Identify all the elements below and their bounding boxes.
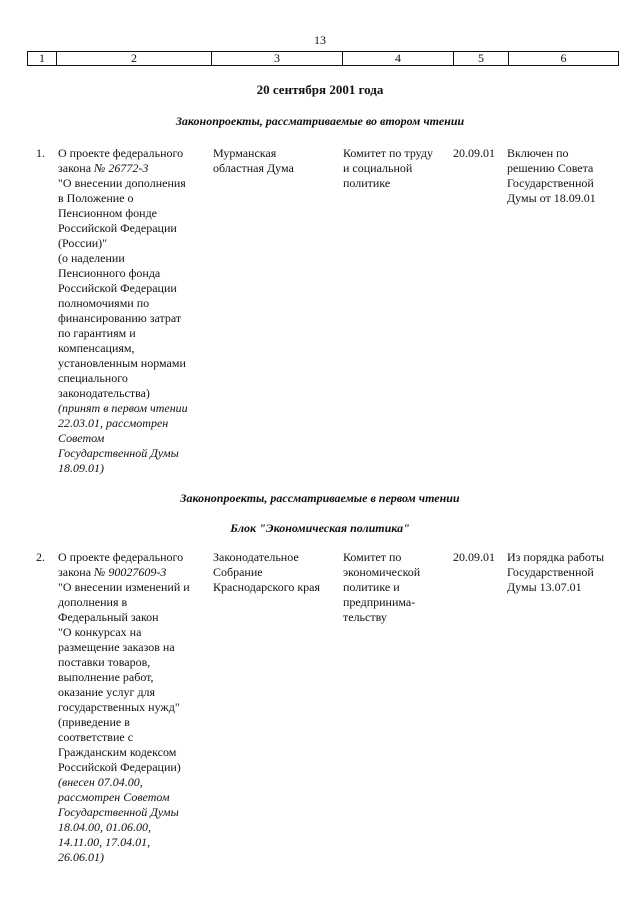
bill-body-line: соответствие с [58, 730, 134, 744]
committee-cell [343, 146, 451, 191]
bill-note-line: рассмотрен Советом [58, 790, 170, 804]
bill-note-line: Советом [58, 431, 105, 445]
column-number-2: 2 [57, 52, 212, 66]
committee-line: Комитет по труду [343, 146, 434, 160]
committee-line: политике и [343, 580, 400, 594]
bill-body-line: Пенсионного фонда [58, 266, 161, 280]
law-number: № 90027609-3 [94, 565, 167, 579]
committee-line: предпринима- [343, 595, 416, 609]
bill-body-line: законодательства) [58, 386, 150, 400]
entry-number: 2. [36, 550, 45, 564]
column-number-3: 3 [212, 52, 343, 66]
bill-body-line: дополнения в [58, 595, 128, 609]
initiator-line: Мурманская [213, 146, 277, 160]
status-cell [507, 550, 619, 595]
entry-number: 1. [36, 146, 45, 160]
bill-title-cell [58, 550, 208, 865]
bill-title-line [58, 161, 208, 176]
initiator-cell [213, 550, 341, 595]
bill-body-line: выполнение работ, [58, 670, 154, 684]
bill-body-line: поставки товаров, [58, 655, 151, 669]
committee-line: Комитет по [343, 550, 402, 564]
status-line: Из порядка работы [507, 550, 605, 564]
committee-line: политике [343, 176, 391, 190]
column-number-4: 4 [343, 52, 454, 66]
bill-body-line: "О внесении изменений и [58, 580, 190, 594]
initiator-line: областная Дума [213, 161, 294, 175]
bill-note-line: 14.11.00, 17.04.01, [58, 835, 151, 849]
bill-note-line: 22.03.01, рассмотрен [58, 416, 169, 430]
bill-body-line: "О конкурсах на [58, 625, 142, 639]
bill-title-text: закона [58, 565, 95, 579]
bill-body-line: полномочиями по [58, 296, 150, 310]
bill-title-cell [58, 146, 208, 476]
committee-line: тельству [343, 610, 387, 624]
bill-title-line [58, 565, 208, 580]
status-line: Включен по [507, 146, 569, 160]
bill-note-line: Государственной Думы [58, 446, 179, 460]
column-number-1: 1 [28, 52, 57, 66]
column-number-5: 5 [454, 52, 509, 66]
bill-body-line: Российской Федерации [58, 281, 177, 295]
status-line: Государственной [507, 176, 594, 190]
bill-body-line: (России)" [58, 236, 108, 250]
bill-body-line: "О внесении дополнения [58, 176, 186, 190]
committee-line: и социальной [343, 161, 413, 175]
section-heading-second-reading: Законопроекты, рассматриваемые во втором чтении [175, 114, 465, 128]
bill-body-line: компенсациям, [58, 341, 135, 355]
page-number: 13 [314, 33, 326, 47]
committee-line: экономической [343, 565, 421, 579]
bill-body-line: размещение заказов на [58, 640, 175, 654]
bill-body-line: Российской Федерации) [58, 760, 181, 774]
bill-note-line: 18.04.00, 01.06.00, [58, 820, 151, 834]
bill-title-line: О проекте федерального [58, 550, 184, 564]
initiator-line: Краснодарского края [213, 580, 321, 594]
status-line: Думы 13.07.01 [507, 580, 582, 594]
bill-note-line: (внесен 07.04.00, [58, 775, 143, 789]
column-number-row [27, 51, 619, 66]
bill-title-line: О проекте федерального [58, 146, 184, 160]
bill-body-line: финансированию затрат [58, 311, 182, 325]
bill-body-line: установленным нормами [58, 356, 186, 370]
bill-note-line: 26.06.01) [58, 850, 104, 864]
bill-title-text: закона [58, 161, 95, 175]
bill-body-line: (о наделении [58, 251, 125, 265]
initiator-cell [213, 146, 341, 176]
initiator-line: Законодательное [213, 550, 299, 564]
block-heading: Блок "Экономическая политика" [230, 521, 410, 535]
status-line: решению Совета [507, 161, 594, 175]
bill-body-line: Российской Федерации [58, 221, 177, 235]
law-number: № 26772-3 [94, 161, 149, 175]
date-cell: 20.09.01 [453, 550, 495, 564]
bill-note-line: (принят в первом чтении [58, 401, 188, 415]
bill-body-line: Пенсионном фонде [58, 206, 157, 220]
bill-body-line: в Положение о [58, 191, 134, 205]
bill-body-line: государственных нужд" [58, 700, 180, 714]
bill-body-line: Федеральный закон [58, 610, 159, 624]
date-heading: 20 сентября 2001 года [256, 82, 384, 97]
status-cell [507, 146, 619, 206]
status-line: Думы от 18.09.01 [507, 191, 596, 205]
bill-body-line: специального [58, 371, 128, 385]
column-number-6: 6 [509, 52, 619, 66]
bill-body-line: оказание услуг для [58, 685, 156, 699]
date-cell: 20.09.01 [453, 146, 495, 160]
bill-note-line: 18.09.01) [58, 461, 104, 475]
initiator-line: Собрание [213, 565, 263, 579]
bill-body-line: по гарантиям и [58, 326, 136, 340]
status-line: Государственной [507, 565, 594, 579]
section-heading-first-reading: Законопроекты, рассматриваемые в первом чтении [180, 491, 460, 505]
bill-body-line: (приведение в [58, 715, 130, 729]
bill-body-line: Гражданским кодексом [58, 745, 177, 759]
bill-note-line: Государственной Думы [58, 805, 179, 819]
committee-cell [343, 550, 451, 625]
